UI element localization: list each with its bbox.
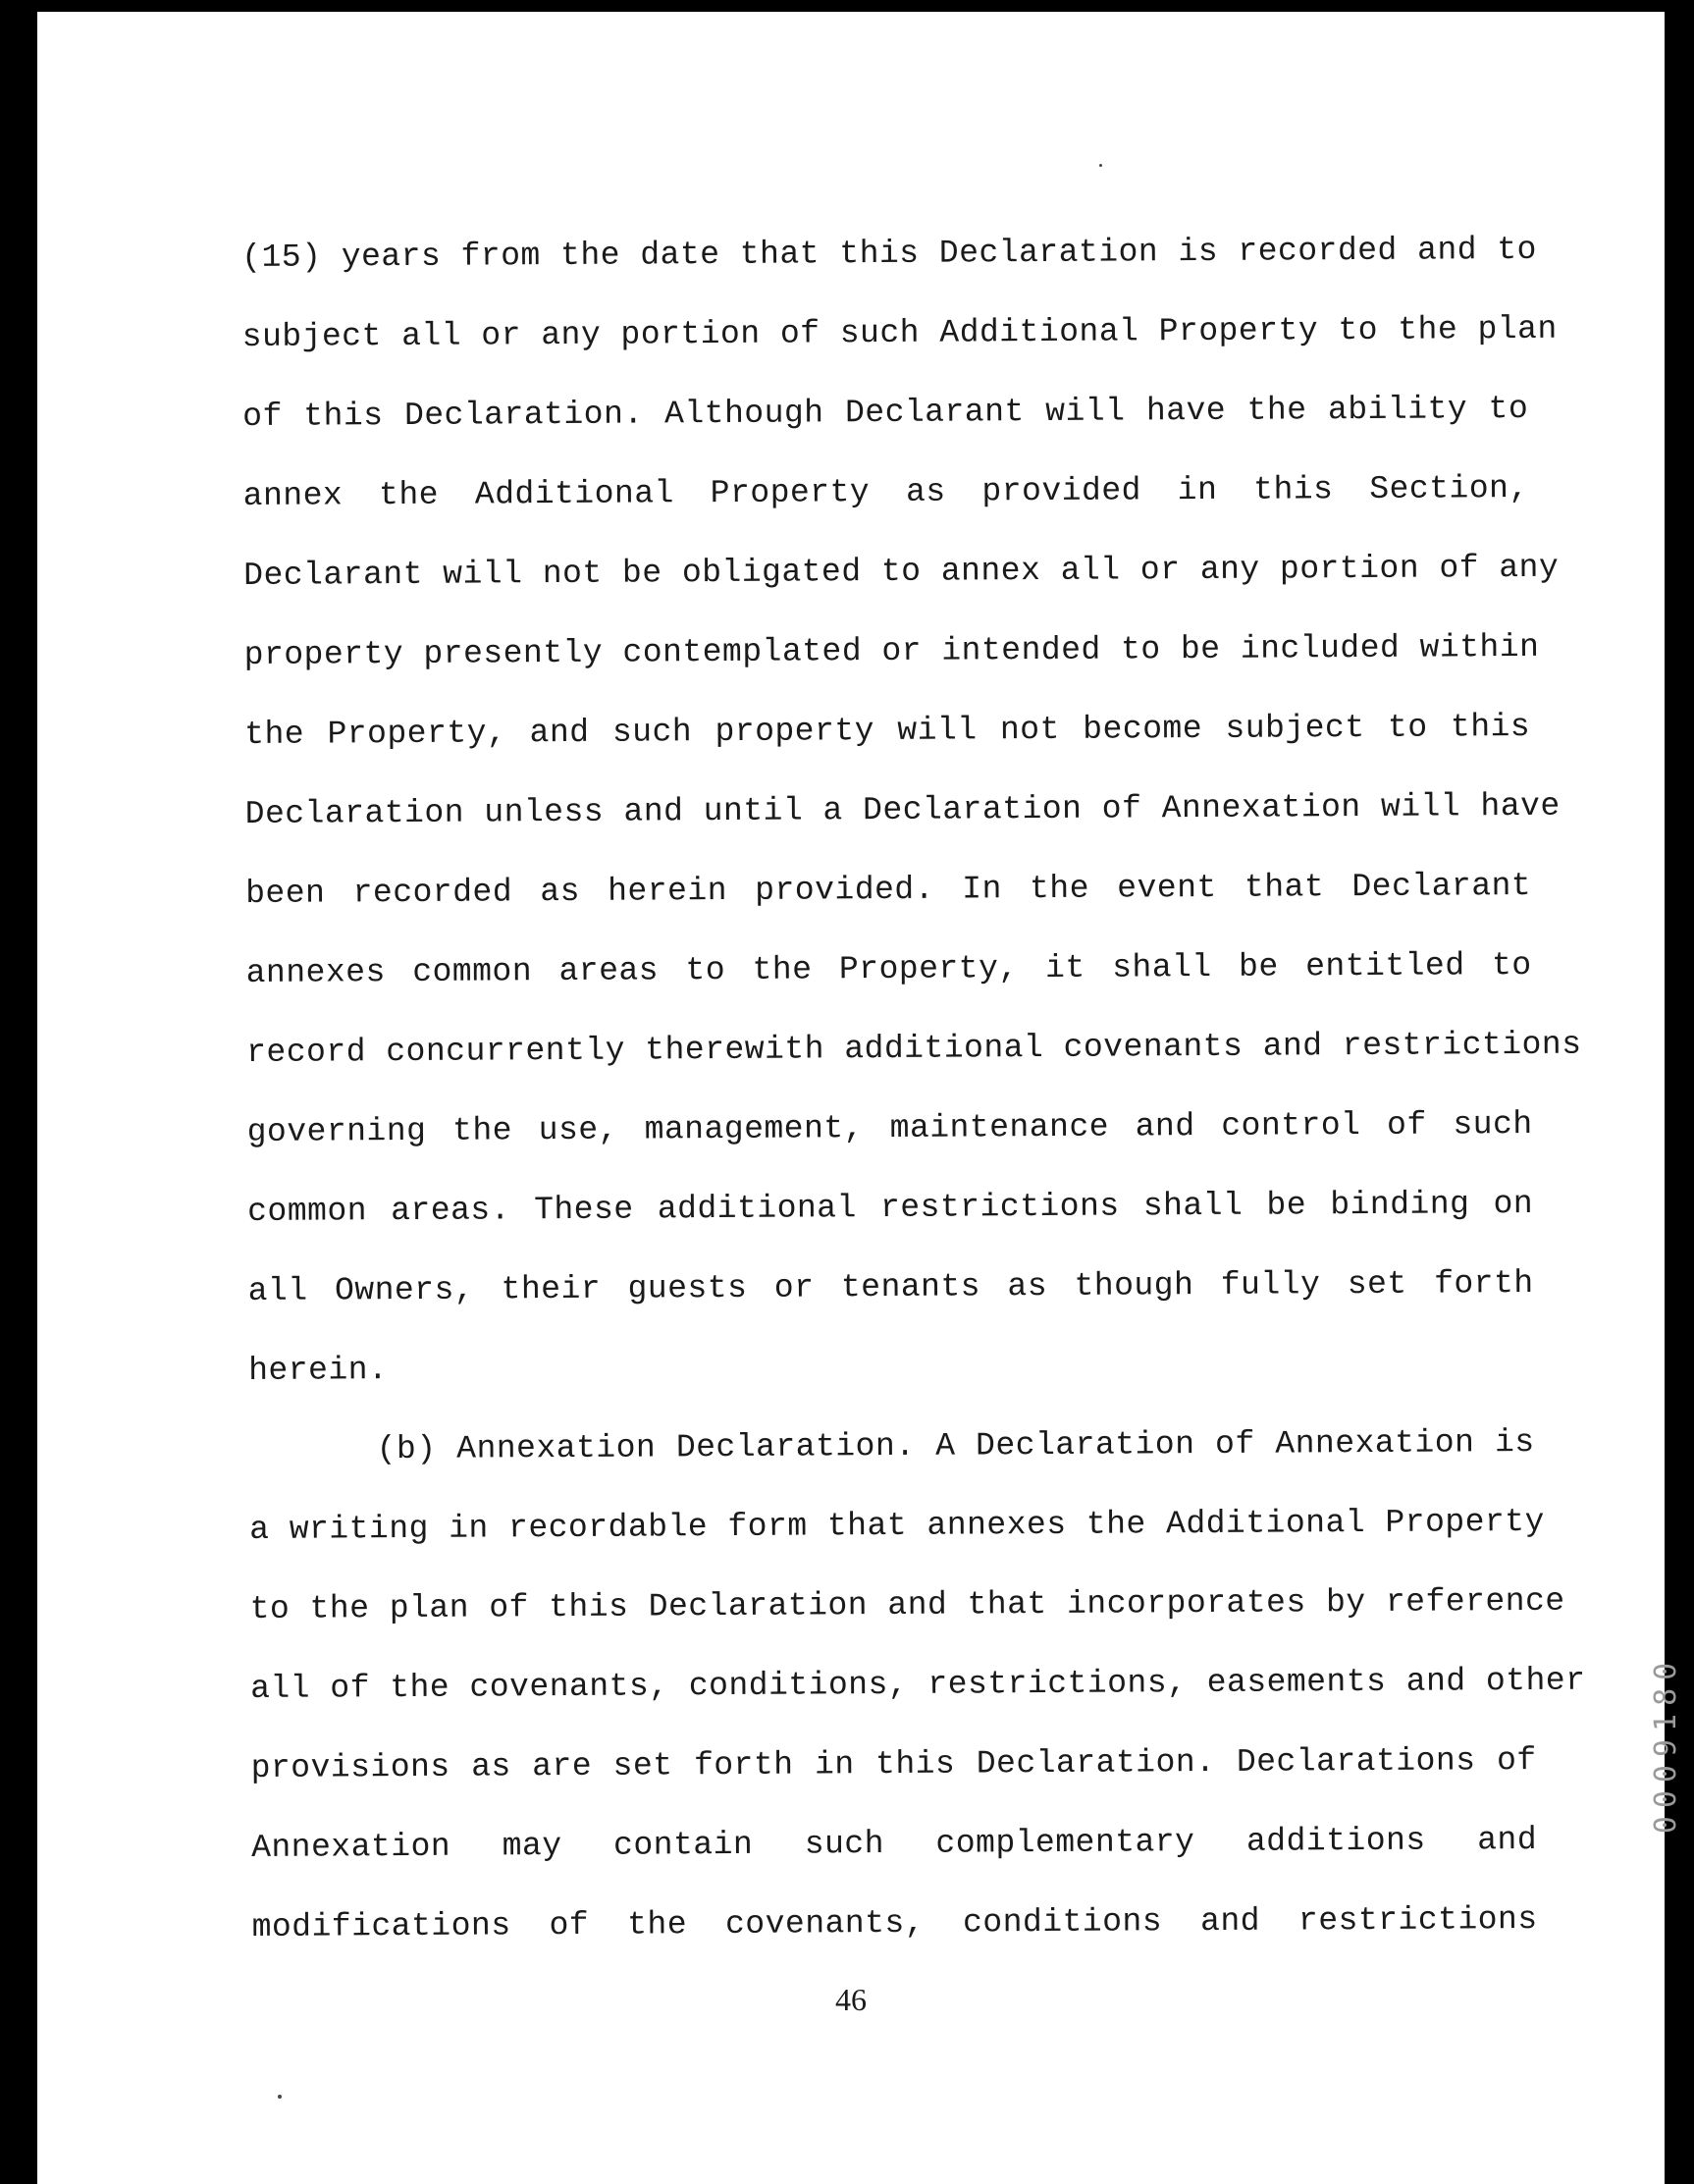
page-number: 46: [835, 1982, 867, 2017]
text-line: the Property, and such property will not become subject to this: [244, 708, 1531, 753]
text-line: (15) years from the date that this Declaration is recorded and to: [241, 231, 1538, 276]
text-line: provisions as are set forth in this Declaration. Declarations of: [250, 1741, 1537, 1786]
text-line: Annexation may contain such complementary additions and: [251, 1821, 1538, 1866]
text-line: been recorded as herein provided. In the event that Declarant: [245, 867, 1532, 912]
text-line: to the plan of this Declaration and that incorporates by reference: [249, 1582, 1565, 1627]
text-line: a writing in recordable form that annexes the Additional Property: [249, 1503, 1545, 1548]
scan-speck: [1099, 164, 1102, 167]
document-page: [37, 12, 1683, 2184]
text-line: property presently contemplated or intended to be included within: [243, 628, 1540, 673]
text-line: herein.: [248, 1352, 389, 1389]
scan-speck: [278, 2095, 282, 2099]
text-line: modifications of the covenants, conditions and restrictions: [251, 1900, 1538, 1945]
text-line: all of the covenants, conditions, restrictions, easements and other: [250, 1662, 1586, 1707]
text-line: of this Declaration. Although Declarant will have the ability to: [242, 390, 1529, 435]
text-line: common areas. These additional restrictions shall be binding on: [247, 1185, 1534, 1230]
text-line: Declarant will not be obligated to annex all or any portion of any: [243, 549, 1560, 594]
subsection-heading-line: (b) Annexation Declaration. A Declaration of Annexation is: [376, 1423, 1535, 1468]
margin-stamp-text: 0009180: [1649, 1654, 1683, 1835]
text-line: record concurrently therewith additional covenants and restrictions: [246, 1026, 1582, 1071]
text-line: subject all or any portion of such Additional Property to the plan: [241, 310, 1558, 355]
text-line: Declaration unless and until a Declaration of Annexation will have: [244, 787, 1561, 832]
body-text: [241, 210, 1586, 1967]
text-line: annexes common areas to the Property, it shall be entitled to: [245, 946, 1532, 991]
text-line: all Owners, their guests or tenants as though fully set forth: [247, 1264, 1534, 1309]
text-line: annex the Additional Property as provided in this Section,: [242, 469, 1529, 514]
text-line: governing the use, management, maintenance and control of such: [246, 1105, 1533, 1150]
margin-stamp: [1647, 1548, 1694, 1941]
